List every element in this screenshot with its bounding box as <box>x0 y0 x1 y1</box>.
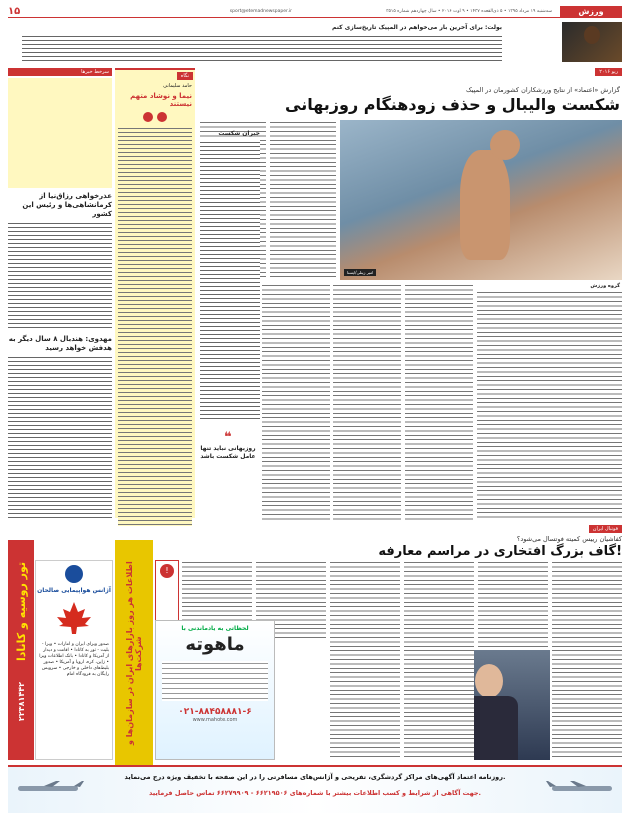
article-column <box>405 283 473 521</box>
article-column <box>478 560 548 650</box>
yellow-ad-text: اطلاعات هر روز بازارهای ایران در سازمان‌ها و شرکت‌ها <box>125 561 143 746</box>
news-column <box>8 68 112 518</box>
bottom-article-tag: فوتبال ایران <box>589 525 622 533</box>
top-story-headline: بولت: برای آخرین بار می‌خواهم در المپیک تاریخ‌سازی کنم <box>332 24 502 31</box>
news-headline-2: مهدوی: هندبال ۸ سال دیگر به هدفش خواهد رسید <box>8 335 112 352</box>
athlete-photo <box>562 22 622 62</box>
heart-icon <box>157 112 167 122</box>
tour-ad-phone[interactable]: ۲۲۳۸۱۴۴۲ <box>16 682 26 722</box>
airplane-icon <box>16 781 86 795</box>
banner-line-1: روزنامه اعتماد آگهی‌های مراکز گردشگری، تفریحی و آژانس‌های مسافرتی را در این صفحه با تخفیف ویژه درج می‌نماید. <box>124 773 506 781</box>
section-title: ورزش <box>560 6 622 18</box>
article-column <box>333 283 401 521</box>
boxing-photo <box>340 120 622 280</box>
quote-mark-icon: ❝ <box>224 430 232 445</box>
bottom-article-heading <box>182 525 622 561</box>
opinion-headline: نیما و نوشاد متهم نیستند <box>130 92 192 108</box>
tour-ad-title: تور روسیه و کانادا <box>14 561 28 661</box>
article-column <box>330 560 400 760</box>
opinion-column <box>115 68 195 518</box>
quote-text: روزبهانی نباید تنها عامل شکست باشد <box>200 445 256 460</box>
mahoote-brand: ماهوته <box>185 634 245 655</box>
article-column <box>270 120 336 280</box>
article-column <box>552 560 622 760</box>
mahoote-ad[interactable] <box>155 620 275 760</box>
page-number: ۱۵ <box>8 6 21 17</box>
mahoote-site[interactable]: www.mahote.com <box>192 717 238 723</box>
mahoote-tagline: لحظاتی به یادماندنی با <box>181 625 249 632</box>
article-column <box>262 283 330 521</box>
opinion-author: حامد سلیمانی <box>163 83 192 89</box>
section-email[interactable]: sport@etemadnewspaper.ir <box>229 9 292 14</box>
small-box-title: جبران شکست <box>218 130 260 137</box>
photo-caption: امیر زینلی/ایسنا <box>344 269 376 276</box>
bottom-article-headline: گاف بزرگ افتخاری در مراسم معارفه! <box>378 544 622 559</box>
info-icon: ! <box>160 564 174 578</box>
banner-line-2: جهت آگاهی از شرایط و کسب اطلاعات بیشتر با شماره‌های ۶۶۲۱۹۵۰۶ - ۶۶۲۷۹۹۰۹ تماس حاصل فرمایید. <box>148 789 482 797</box>
small-box-text <box>200 140 260 420</box>
article-column <box>477 290 622 520</box>
airline-logo-icon <box>65 565 83 583</box>
boxer-figure <box>460 150 510 260</box>
opinion-tag: نگاه <box>177 72 193 80</box>
yellow-ad[interactable] <box>115 540 153 770</box>
page-header <box>8 6 622 18</box>
tour-ad[interactable] <box>8 540 34 760</box>
main-article-headline: شکست والیبال و حذف زودهنگام روزبهانی <box>285 95 620 114</box>
top-story-text <box>22 34 502 64</box>
heart-icon <box>143 112 153 122</box>
top-story <box>8 22 622 66</box>
main-article-tag: ریو ۲۰۱۶ <box>595 68 622 76</box>
bottom-article-kicker: کفاشیان رییس کمیته فوتسال می‌شود؟ <box>516 535 622 543</box>
issue-info: سه‌شنبه ۱۹ مرداد ۱۳۹۵ • ۵ ذی‌القعده ۱۴۳۷ • ۹ اوت ۲۰۱۶ • سال چهاردهم شماره ۳۵۱۵ <box>386 9 552 14</box>
airline-name: آژانس هواپیمایی صالحان <box>37 587 111 594</box>
mahoote-phone[interactable]: ۰۲۱-۸۸۴۵۸۸۸۱-۶ <box>178 707 252 717</box>
byline: گروه ورزش <box>590 283 620 289</box>
maple-leaf-icon <box>49 600 99 636</box>
bottom-banner[interactable] <box>8 765 622 813</box>
airline-ad[interactable] <box>35 560 113 760</box>
main-article-heading <box>182 68 622 88</box>
airline-services: صدور ویزای ایران و امارات • ویزا - بلیت - تور به کانادا • اقامت و دیدار از آمریکا و کانادا • بانک اطلاعات ویزا • زاپن، کره، اروپا و آمریکا • صدور بلیط‌های داخلی و خارجی • سرویس رایگان به فرودگاه امام <box>39 642 109 677</box>
article-column <box>404 560 474 760</box>
small-box <box>200 130 260 137</box>
news-headline-1: عذرخواهی رزاق‌نیا از کرمانشاهی‌ها و رئیس این کشور <box>22 192 112 218</box>
main-article-kicker: گزارش «اعتماد» از نتایج ورزشکاران کشورمان در المپیک <box>465 86 620 94</box>
news-column-tag: سرخط خبرها <box>8 68 112 76</box>
quote-box <box>200 430 256 520</box>
airplane-icon <box>544 781 614 795</box>
